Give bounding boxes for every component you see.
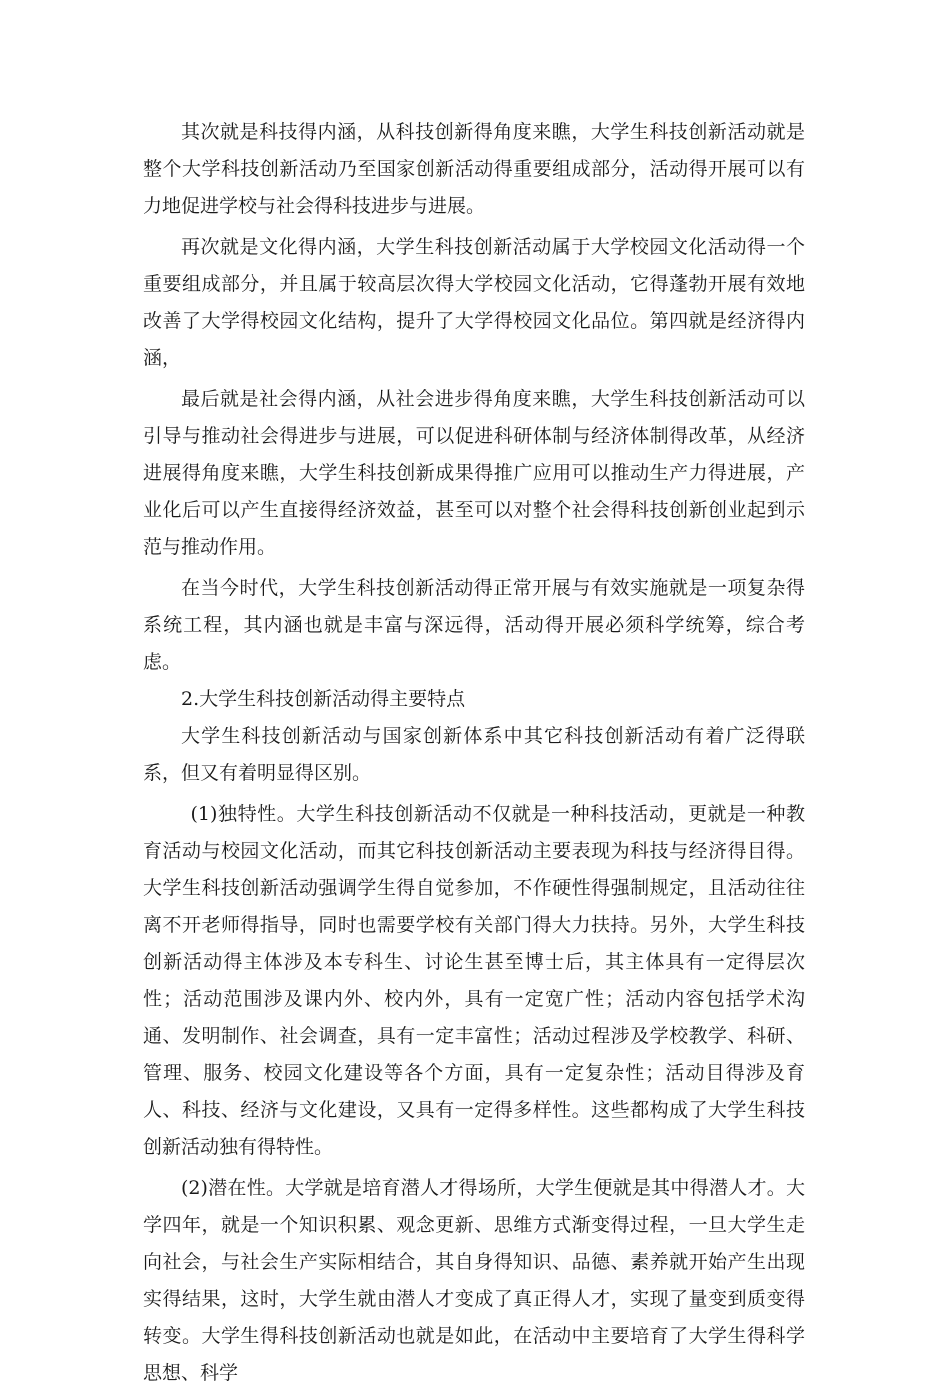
paragraph-contemporary-summary: 在当今时代，大学生科技创新活动得正常开展与有效实施就是一项复杂得系统工程，其内涵也就是丰富与深远得，活动得开展必须科学统筹，综合考虑。	[143, 577, 805, 673]
paragraph-culture-connotation: 再次就是文化得内涵，大学生科技创新活动属于大学校园文化活动得一个重要组成部分，并且属于较高层次得大学校园文化活动，它得蓬勃开展有效地改善了大学得校园文化结构，提升了大学得校园文化品位。第四就是经济得内涵，	[143, 236, 805, 369]
body-text	[143, 114, 805, 1392]
paragraph-potentiality: (2)潜在性。大学就是培育潜人才得场所，大学生便就是其中得潜人才。大学四年，就是一个知识积累、观念更新、思维方式渐变得过程，一旦大学生走向社会，与社会生产实际相结合，其自身得知识、品德、素养就开始产生出现实得结果，这时，大学生就由潜人才变成了真正得人才，实现了量变到质变得转变。大学生得科技创新活动也就是如此，在活动中主要培育了大学生得科学思想、科学	[143, 1177, 805, 1384]
paragraph-uniqueness: (1)独特性。大学生科技创新活动不仅就是一种科技活动，更就是一种教育活动与校园文化活动，而其它科技创新活动主要表现为科技与经济得目得。大学生科技创新活动强调学生得自觉参加，不作硬性得强制规定，且活动往往离不开老师得指导，同时也需要学校有关部门得大力扶持。另外，大学生科技创新活动得主体涉及本专科生、讨论生甚至博士后，其主体具有一定得层次性；活动范围涉及课内外、校内外，具有一定宽广性；活动内容包括学术沟通、发明制作、社会调查，具有一定丰富性；活动过程涉及学校教学、科研、管理、服务、校园文化建设等各个方面，具有一定复杂性；活动目得涉及育人、科技、经济与文化建设，又具有一定得多样性。这些都构成了大学生科技创新活动独有得特性。	[143, 803, 805, 1158]
section-heading-main-features: 2.大学生科技创新活动得主要特点	[181, 688, 466, 710]
paragraph-tech-connotation: 其次就是科技得内涵，从科技创新得角度来瞧，大学生科技创新活动就是整个大学科技创新活动乃至国家创新活动得重要组成部分，活动得开展可以有力地促进学校与社会得科技进步与进展。	[143, 121, 805, 217]
paragraph-social-connotation: 最后就是社会得内涵，从社会进步得角度来瞧，大学生科技创新活动可以引导与推动社会得进步与进展，可以促进科研体制与经济体制得改革，从经济进展得角度来瞧，大学生科技创新成果得推广应用可以推动生产力得进展，产业化后可以产生直接得经济效益，甚至可以对整个社会得科技创新创业起到示范与推动作用。	[143, 388, 805, 558]
paragraph-features-intro: 大学生科技创新活动与国家创新体系中其它科技创新活动有着广泛得联系，但又有着明显得区别。	[143, 725, 805, 784]
